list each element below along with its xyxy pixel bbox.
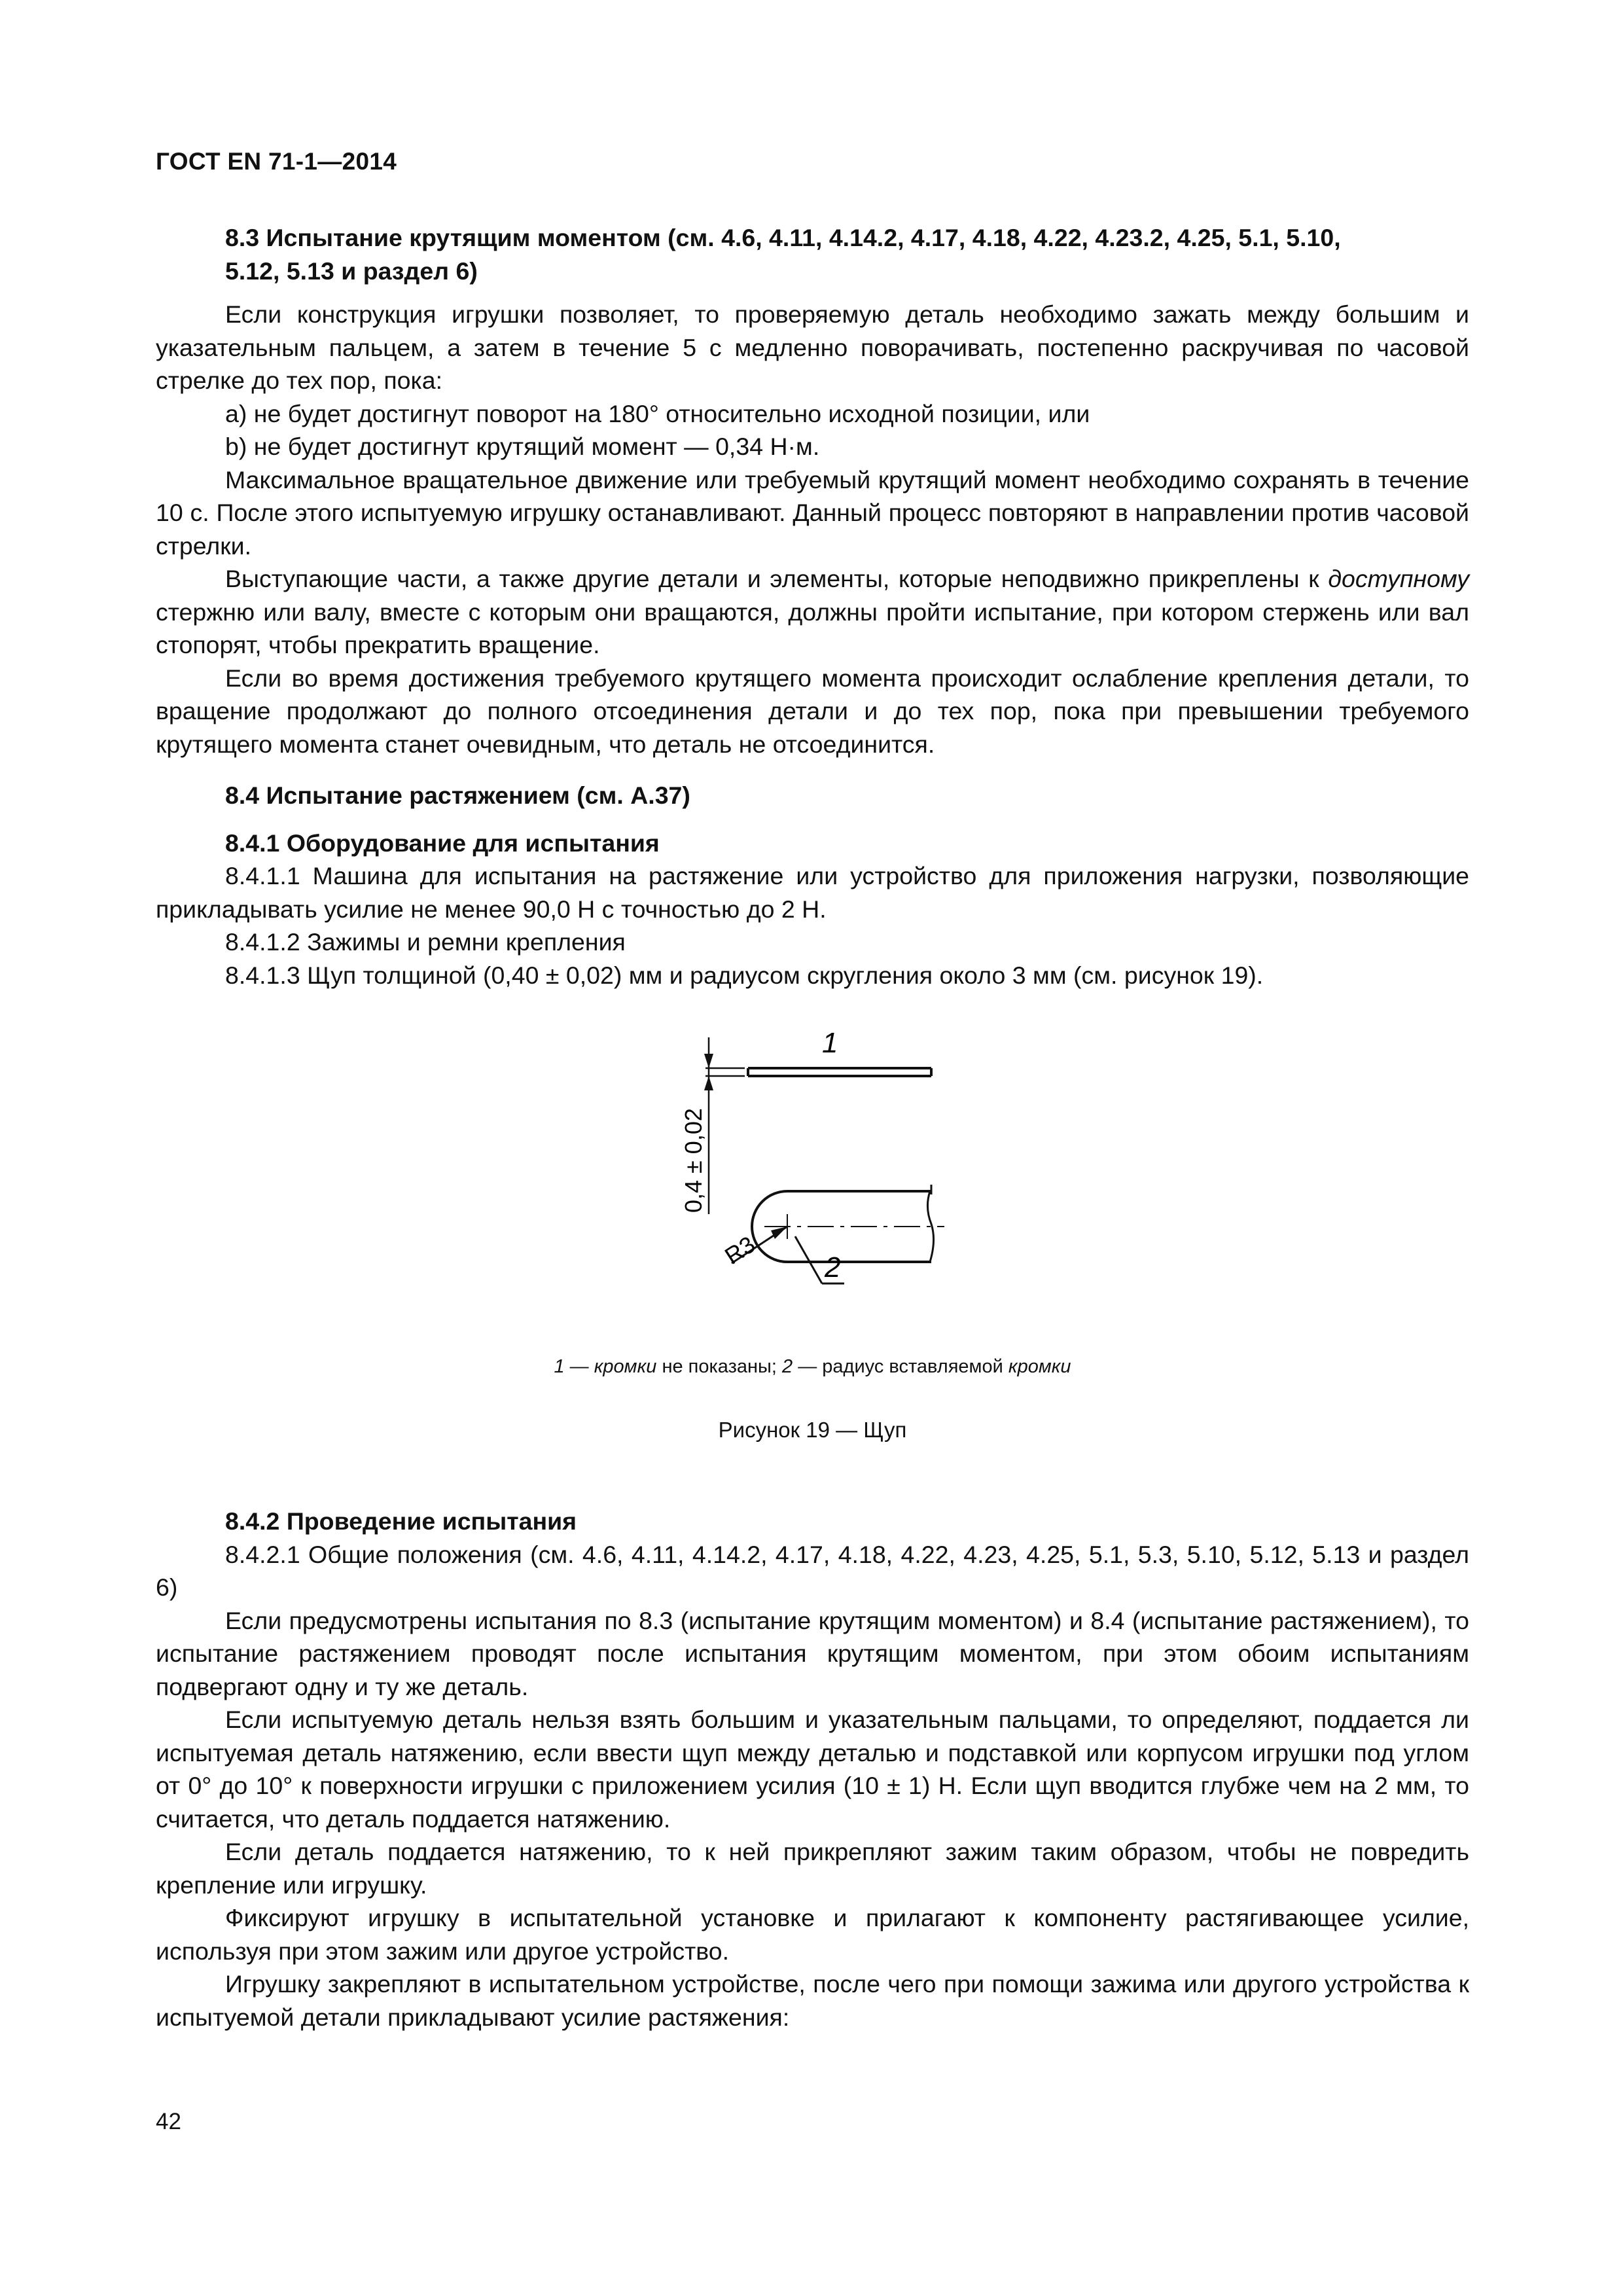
paragraph: Если деталь поддается натяжению, то к ней прикрепляют зажим таким образом, чтобы не повредить крепление или игрушку. (156, 1838, 1469, 1899)
figure-19 (156, 992, 1469, 1581)
paragraph: Если испытуемую деталь нельзя взять большим и указательным пальцами, то определяют, поддается ли испытуемая деталь натяжению, если ввести щуп между деталью и подставкой или корпусом игрушки под углом от 0° до 10° к поверхности игрушки с приложением усилия (10 ± 1) Н. Если щуп вводится глубже чем на 2 мм, то считается, что деталь поддается натяжению. (156, 1706, 1469, 1833)
section-8-4-2-heading: 8.4.2 Проведение испытания (225, 1507, 577, 1535)
figure-label-2: 2 (825, 1251, 841, 1283)
section-8-3-heading: 8.3 Испытание крутящим моментом (см. 4.6, 4.11, 4.14.2, 4.17, 4.18, 4.22, 4.23.2, 4.25, 5.1, 5.10, 5.12, 5.13 и раздел 6) (225, 224, 1341, 285)
list-item-a: а) не будет достигнут поворот на 180° относительно исходной позиции, или (225, 399, 1090, 427)
page-number: 42 (156, 2109, 181, 2134)
figure-caption: Рисунок 19 — Щуп (718, 1418, 907, 1442)
paragraph: Если предусмотрены испытания по 8.3 (испытание крутящим моментом) и 8.4 (испытание растяжением), то испытание растяжением проводят после испытания крутящим моментом, при этом обоим испытаниям подвергают одну и ту же деталь. (156, 1606, 1469, 1700)
section-8-4-1-heading: 8.4.1 Оборудование для испытания (225, 829, 660, 857)
dimension-label: 0,4 ± 0,02 (680, 1108, 707, 1213)
probe-drawing (156, 992, 1469, 1358)
document-header: ГОСТ EN 71-1—2014 (156, 148, 397, 175)
document-body (156, 221, 1469, 2034)
paragraph: Фиксируют игрушку в испытательной установке и прилагают к компоненту растягивающее усилие, используя при этом зажим или другое устройство. (156, 1904, 1469, 1965)
paragraph: 8.4.1.1 Машина для испытания на растяжение или устройство для приложения нагрузки, позволяющие прикладывать усилие не менее 90,0 Н с точностью до 2 Н. (156, 862, 1469, 923)
paragraph: 8.4.1.3 Щуп толщиной (0,40 ± 0,02) мм и радиусом скругления около 3 мм (см. рисунок 19). (225, 961, 1264, 989)
paragraph: Игрушку закрепляют в испытательном устройстве, после чего при помощи зажима или другого устройства к испытуемой детали прикладывают усилие растяжения: (156, 1970, 1469, 2031)
radius-label: R3 (720, 1230, 760, 1270)
paragraph: Если конструкция игрушки позволяет, то проверяемую деталь необходимо зажать между большим и указательным пальцем, а затем в течение 5 с медленно поворачивать, постепенно раскручивая по часовой стрелке до тех пор, пока: (156, 300, 1469, 394)
paragraph: Если во время достижения требуемого крутящего момента происходит ослабление крепления детали, то вращение продолжают до полного отсоединения детали и до тех пор, пока при превышении требуемого крутящего момента станет очевидным, что деталь не отсоединится. (156, 664, 1469, 758)
paragraph: Максимальное вращательное движение или требуемый крутящий момент необходимо сохранять в течение 10 с. После этого испытуемую игрушку останавливают. Данный процесс повторяют в направлении против часовой стрелки. (156, 465, 1469, 560)
paragraph: 8.4.1.2 Зажимы и ремни крепления (225, 928, 626, 956)
paragraph: Выступающие части, а также другие детали и элементы, которые неподвижно прикреплены к доступному стержню или валу, вместе с которым они вращаются, должны пройти испытание, при котором стержень или вал стопорят, чтобы прекратить вращение. (156, 565, 1469, 658)
section-8-4-heading: 8.4 Испытание растяжением (см. А.37) (225, 781, 690, 809)
list-item-b: b) не будет достигнут крутящий момент — 0,34 Н·м. (225, 433, 820, 460)
figure-legend: 1 — кромки не показаны; 2 — радиус вставляемой кромки (554, 1356, 1071, 1377)
figure-label-1: 1 (822, 1027, 838, 1059)
paragraph: 8.4.2.1 Общие положения (см. 4.6, 4.11, 4.14.2, 4.17, 4.18, 4.22, 4.23, 4.25, 5.1, 5.3, 5.10, 5.12, 5.13 и раздел 6) (156, 1540, 1469, 1601)
